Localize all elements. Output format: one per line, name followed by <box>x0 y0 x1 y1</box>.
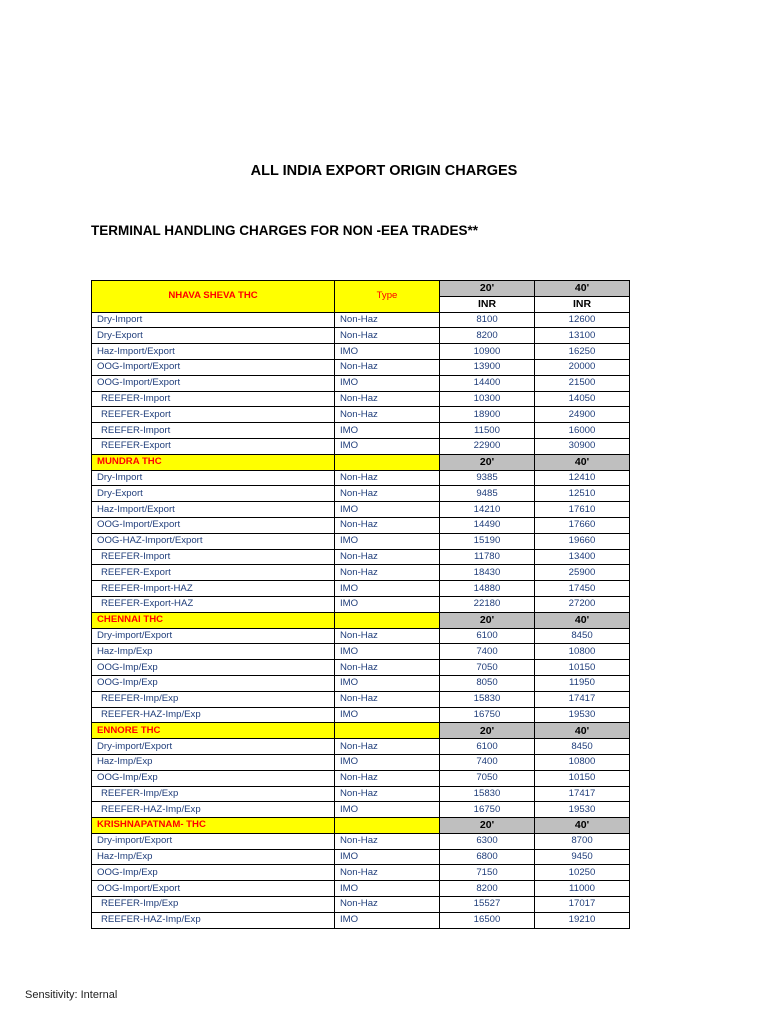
charge-description: OOG-Import/Export <box>92 359 335 375</box>
table-row <box>92 833 630 849</box>
charge-type: IMO <box>335 675 440 691</box>
charge-40ft-inr: 12600 <box>535 312 630 328</box>
charge-20ft-inr: 14490 <box>440 517 535 533</box>
table-row <box>92 849 630 865</box>
charge-40ft-inr: 17660 <box>535 517 630 533</box>
charge-description: Dry-Export <box>92 486 335 502</box>
charge-type: IMO <box>335 912 440 928</box>
charge-description: OOG-Imp/Exp <box>92 660 335 676</box>
header-type-cell: Type <box>335 281 440 313</box>
table-row <box>92 533 630 549</box>
charge-20ft-inr: 18900 <box>440 407 535 423</box>
charge-type: Non-Haz <box>335 786 440 802</box>
charge-type: IMO <box>335 802 440 818</box>
charge-20ft-inr: 22900 <box>440 438 535 454</box>
charge-description: Haz-Imp/Exp <box>92 644 335 660</box>
charge-40ft-inr: 19660 <box>535 533 630 549</box>
charge-description: Dry-import/Export <box>92 739 335 755</box>
charge-description: REEFER-Import <box>92 423 335 439</box>
charge-type: IMO <box>335 581 440 597</box>
charge-20ft-inr: 16750 <box>440 802 535 818</box>
charge-20ft-inr: 13900 <box>440 359 535 375</box>
charge-40ft-inr: 17417 <box>535 786 630 802</box>
charge-40ft-inr: 11950 <box>535 675 630 691</box>
charge-type: Non-Haz <box>335 359 440 375</box>
charge-40ft-inr: 10150 <box>535 770 630 786</box>
charge-20ft-inr: 6800 <box>440 849 535 865</box>
table-row <box>92 486 630 502</box>
charge-description: REEFER-Export-HAZ <box>92 596 335 612</box>
table-row <box>92 802 630 818</box>
table-row <box>92 912 630 928</box>
sensitivity-label: Sensitivity: Internal <box>25 989 118 1001</box>
charge-description: REEFER-Import <box>92 549 335 565</box>
header-20ft-cell: 20' <box>440 281 535 297</box>
charge-20ft-inr: 10900 <box>440 344 535 360</box>
charge-type: IMO <box>335 596 440 612</box>
section-40ft-header: 40' <box>535 612 630 628</box>
charge-description: REEFER-Imp/Exp <box>92 691 335 707</box>
table-row <box>92 470 630 486</box>
charge-type: Non-Haz <box>335 486 440 502</box>
charge-40ft-inr: 20000 <box>535 359 630 375</box>
charge-type: Non-Haz <box>335 691 440 707</box>
table-row <box>92 739 630 755</box>
table-row <box>92 517 630 533</box>
section-header-row <box>92 454 630 470</box>
table-row <box>92 660 630 676</box>
charge-20ft-inr: 14400 <box>440 375 535 391</box>
charge-20ft-inr: 11780 <box>440 549 535 565</box>
section-port-name: CHENNAI THC <box>92 612 335 628</box>
header-40ft-currency: INR <box>535 296 630 312</box>
charge-20ft-inr: 15830 <box>440 786 535 802</box>
charge-type: Non-Haz <box>335 833 440 849</box>
charge-40ft-inr: 13100 <box>535 328 630 344</box>
section-port-name: KRISHNAPATNAM- THC <box>92 818 335 834</box>
charge-20ft-inr: 8100 <box>440 312 535 328</box>
charge-description: Dry-import/Export <box>92 833 335 849</box>
table-row <box>92 881 630 897</box>
charge-20ft-inr: 7400 <box>440 644 535 660</box>
charge-type: IMO <box>335 644 440 660</box>
section-20ft-header: 20' <box>440 723 535 739</box>
charge-20ft-inr: 14880 <box>440 581 535 597</box>
page-title: ALL INDIA EXPORT ORIGIN CHARGES <box>250 163 518 179</box>
table-row <box>92 359 630 375</box>
section-type-blank <box>335 818 440 834</box>
table-header-row <box>92 281 630 297</box>
charge-20ft-inr: 15190 <box>440 533 535 549</box>
charge-40ft-inr: 17610 <box>535 502 630 518</box>
section-20ft-header: 20' <box>440 612 535 628</box>
charge-type: Non-Haz <box>335 660 440 676</box>
charge-40ft-inr: 12410 <box>535 470 630 486</box>
thc-table-body <box>92 281 630 929</box>
section-20ft-header: 20' <box>440 454 535 470</box>
charge-40ft-inr: 9450 <box>535 849 630 865</box>
charge-description: REEFER-Imp/Exp <box>92 786 335 802</box>
charge-40ft-inr: 14050 <box>535 391 630 407</box>
charge-40ft-inr: 19210 <box>535 912 630 928</box>
charge-type: Non-Haz <box>335 549 440 565</box>
charge-20ft-inr: 16500 <box>440 912 535 928</box>
table-row <box>92 344 630 360</box>
charge-40ft-inr: 21500 <box>535 375 630 391</box>
charge-40ft-inr: 19530 <box>535 707 630 723</box>
charge-20ft-inr: 11500 <box>440 423 535 439</box>
charge-type: IMO <box>335 707 440 723</box>
table-row <box>92 865 630 881</box>
page-subtitle: TERMINAL HANDLING CHARGES FOR NON -EEA TRADES** <box>91 223 479 238</box>
charge-40ft-inr: 8450 <box>535 628 630 644</box>
charge-type: Non-Haz <box>335 407 440 423</box>
charge-20ft-inr: 6300 <box>440 833 535 849</box>
charge-20ft-inr: 9485 <box>440 486 535 502</box>
charge-40ft-inr: 8700 <box>535 833 630 849</box>
section-header-row <box>92 818 630 834</box>
section-40ft-header: 40' <box>535 723 630 739</box>
charge-40ft-inr: 10250 <box>535 865 630 881</box>
charge-20ft-inr: 8200 <box>440 328 535 344</box>
charge-40ft-inr: 17450 <box>535 581 630 597</box>
charge-20ft-inr: 15527 <box>440 897 535 913</box>
table-row <box>92 502 630 518</box>
charge-type: Non-Haz <box>335 328 440 344</box>
section-type-blank <box>335 612 440 628</box>
charge-20ft-inr: 7050 <box>440 770 535 786</box>
section-port-name: ENNORE THC <box>92 723 335 739</box>
charge-description: Dry-Export <box>92 328 335 344</box>
charge-description: REEFER-Export <box>92 438 335 454</box>
charge-type: IMO <box>335 533 440 549</box>
charge-40ft-inr: 16000 <box>535 423 630 439</box>
charge-type: IMO <box>335 438 440 454</box>
charge-20ft-inr: 22180 <box>440 596 535 612</box>
charge-20ft-inr: 10300 <box>440 391 535 407</box>
charge-type: IMO <box>335 849 440 865</box>
charge-description: OOG-HAZ-Import/Export <box>92 533 335 549</box>
charge-type: IMO <box>335 375 440 391</box>
charge-description: OOG-Import/Export <box>92 375 335 391</box>
header-40ft-cell: 40' <box>535 281 630 297</box>
charge-type: IMO <box>335 881 440 897</box>
table-row <box>92 707 630 723</box>
header-20ft-currency: INR <box>440 296 535 312</box>
charge-40ft-inr: 17017 <box>535 897 630 913</box>
charge-type: Non-Haz <box>335 470 440 486</box>
charge-20ft-inr: 7400 <box>440 754 535 770</box>
charge-20ft-inr: 8200 <box>440 881 535 897</box>
charge-description: REEFER-Import-HAZ <box>92 581 335 597</box>
table-row <box>92 391 630 407</box>
charge-40ft-inr: 11000 <box>535 881 630 897</box>
table-row <box>92 312 630 328</box>
charge-40ft-inr: 10150 <box>535 660 630 676</box>
charge-40ft-inr: 25900 <box>535 565 630 581</box>
charge-description: OOG-Imp/Exp <box>92 865 335 881</box>
table-row <box>92 423 630 439</box>
charge-description: REEFER-Export <box>92 565 335 581</box>
charge-type: Non-Haz <box>335 517 440 533</box>
charge-type: IMO <box>335 754 440 770</box>
charge-description: OOG-Imp/Exp <box>92 770 335 786</box>
charge-description: Dry-Import <box>92 470 335 486</box>
table-row <box>92 328 630 344</box>
charge-description: OOG-Import/Export <box>92 881 335 897</box>
table-row <box>92 628 630 644</box>
charge-description: Dry-import/Export <box>92 628 335 644</box>
charge-description: Haz-Imp/Exp <box>92 849 335 865</box>
charge-type: Non-Haz <box>335 565 440 581</box>
charge-description: REEFER-Import <box>92 391 335 407</box>
charge-40ft-inr: 24900 <box>535 407 630 423</box>
charge-40ft-inr: 13400 <box>535 549 630 565</box>
header-port-cell: NHAVA SHEVA THC <box>92 281 335 313</box>
charge-description: Haz-Import/Export <box>92 502 335 518</box>
charge-description: REEFER-HAZ-Imp/Exp <box>92 912 335 928</box>
table-row <box>92 644 630 660</box>
charge-20ft-inr: 7050 <box>440 660 535 676</box>
charge-40ft-inr: 16250 <box>535 344 630 360</box>
charge-type: Non-Haz <box>335 312 440 328</box>
charge-description: Dry-Import <box>92 312 335 328</box>
charge-40ft-inr: 17417 <box>535 691 630 707</box>
charge-description: OOG-Import/Export <box>92 517 335 533</box>
charge-description: REEFER-Export <box>92 407 335 423</box>
charge-description: OOG-Imp/Exp <box>92 675 335 691</box>
table-row <box>92 407 630 423</box>
charge-20ft-inr: 6100 <box>440 628 535 644</box>
section-header-row <box>92 612 630 628</box>
charge-type: IMO <box>335 423 440 439</box>
section-header-row <box>92 723 630 739</box>
charge-20ft-inr: 14210 <box>440 502 535 518</box>
table-row <box>92 691 630 707</box>
charge-20ft-inr: 9385 <box>440 470 535 486</box>
thc-table <box>91 280 630 929</box>
section-type-blank <box>335 454 440 470</box>
table-row <box>92 565 630 581</box>
table-row <box>92 754 630 770</box>
section-40ft-header: 40' <box>535 818 630 834</box>
table-row <box>92 438 630 454</box>
charge-20ft-inr: 6100 <box>440 739 535 755</box>
table-row <box>92 596 630 612</box>
charge-40ft-inr: 10800 <box>535 644 630 660</box>
charge-type: IMO <box>335 502 440 518</box>
charge-40ft-inr: 27200 <box>535 596 630 612</box>
table-row <box>92 770 630 786</box>
charge-type: Non-Haz <box>335 391 440 407</box>
table-row <box>92 581 630 597</box>
charge-description: Haz-Imp/Exp <box>92 754 335 770</box>
charge-description: REEFER-HAZ-Imp/Exp <box>92 707 335 723</box>
section-type-blank <box>335 723 440 739</box>
charge-20ft-inr: 18430 <box>440 565 535 581</box>
table-row <box>92 786 630 802</box>
charge-40ft-inr: 10800 <box>535 754 630 770</box>
charge-40ft-inr: 8450 <box>535 739 630 755</box>
charge-20ft-inr: 15830 <box>440 691 535 707</box>
charge-type: Non-Haz <box>335 897 440 913</box>
charge-type: Non-Haz <box>335 628 440 644</box>
charge-20ft-inr: 8050 <box>440 675 535 691</box>
section-40ft-header: 40' <box>535 454 630 470</box>
section-20ft-header: 20' <box>440 818 535 834</box>
charge-40ft-inr: 12510 <box>535 486 630 502</box>
charge-description: REEFER-Imp/Exp <box>92 897 335 913</box>
table-row <box>92 549 630 565</box>
charge-type: Non-Haz <box>335 770 440 786</box>
table-row <box>92 375 630 391</box>
charge-20ft-inr: 7150 <box>440 865 535 881</box>
section-port-name: MUNDRA THC <box>92 454 335 470</box>
charge-type: IMO <box>335 344 440 360</box>
charge-description: REEFER-HAZ-Imp/Exp <box>92 802 335 818</box>
table-row <box>92 897 630 913</box>
charge-type: Non-Haz <box>335 739 440 755</box>
charge-20ft-inr: 16750 <box>440 707 535 723</box>
charge-type: Non-Haz <box>335 865 440 881</box>
charge-40ft-inr: 30900 <box>535 438 630 454</box>
charge-description: Haz-Import/Export <box>92 344 335 360</box>
charge-40ft-inr: 19530 <box>535 802 630 818</box>
table-row <box>92 675 630 691</box>
